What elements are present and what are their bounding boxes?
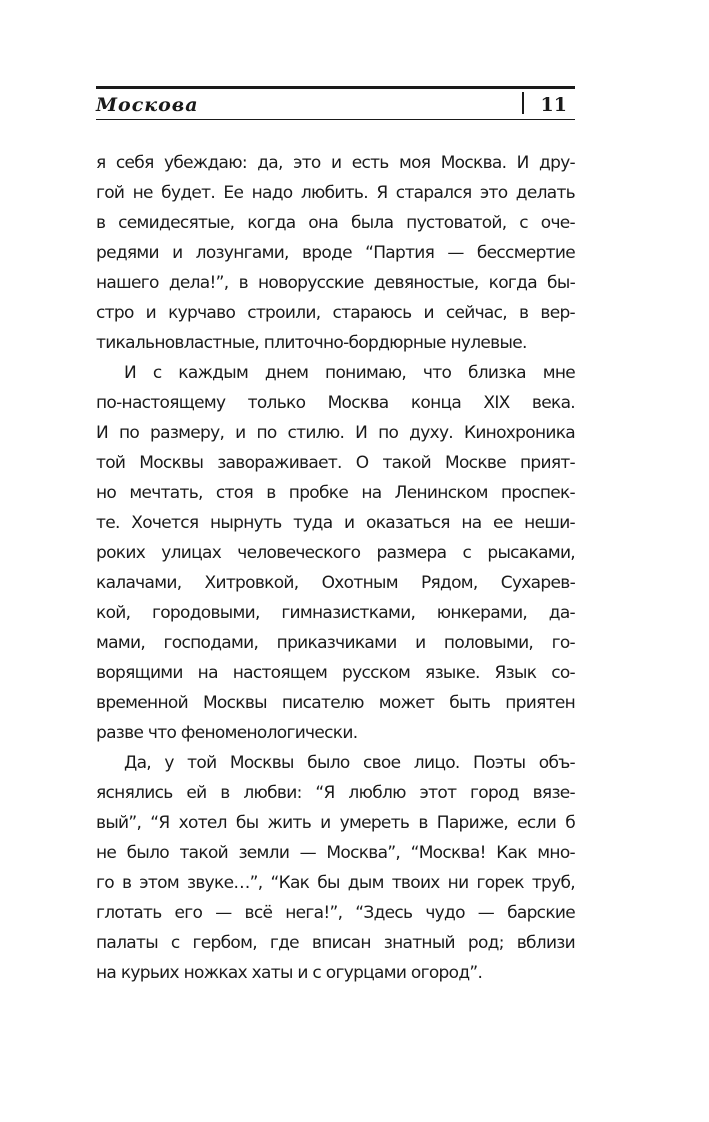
text-line: временной Москвы писателю может быть приятен bbox=[96, 693, 575, 713]
text-line: глотать его — всё нега!”, “Здесь чудо — барские bbox=[96, 903, 575, 923]
page-header bbox=[96, 86, 575, 120]
text-line: гой не будет. Ее надо любить. Я старался это делать bbox=[96, 183, 575, 203]
text-line: той Москвы завораживает. О такой Москве прият- bbox=[96, 453, 575, 473]
text-line: в семидесятые, когда она была пустоватой, с оче- bbox=[96, 213, 575, 233]
text-line: тикальновластные, плиточно-бордюрные нулевые. bbox=[96, 333, 527, 353]
text-line: го в этом звуке…”, “Как бы дым твоих ни горек труб, bbox=[96, 873, 575, 893]
text-line: ворящими на настоящем русском языке. Язык со- bbox=[96, 663, 575, 683]
text-line: редями и лозунгами, вроде “Партия — бессмертие bbox=[96, 243, 575, 263]
paragraph-2 bbox=[96, 358, 575, 748]
paragraph-1 bbox=[96, 148, 575, 358]
text-line: калачами, Хитровкой, Охотным Рядом, Сухарев- bbox=[96, 573, 575, 593]
text-line: нашего дела!”, в новорусские девяностые, когда бы- bbox=[96, 273, 575, 293]
text-line: но мечтать, стоя в пробке на Ленинском проспек- bbox=[96, 483, 575, 503]
text-line: я себя убеждаю: да, это и есть моя Москва. И дру- bbox=[96, 153, 575, 173]
text-line: стро и курчаво строили, стараюсь и сейчас, в вер- bbox=[96, 303, 575, 323]
text-line: не было такой земли — Москва”, “Москва! Как мно- bbox=[96, 843, 575, 863]
text-line: вый”, “Я хотел бы жить и умереть в Париже, если б bbox=[96, 813, 575, 833]
body-text bbox=[96, 148, 575, 988]
text-line: роких улицах человеческого размера с рысаками, bbox=[96, 543, 575, 563]
running-head: Москова bbox=[96, 94, 199, 116]
text-line: яснялись ей в любви: “Я люблю этот город вязе- bbox=[96, 783, 575, 803]
paragraph-3 bbox=[96, 748, 575, 988]
text-line: И по размеру, и по стилю. И по духу. Кинохроника bbox=[96, 423, 575, 443]
text-line: разве что феноменологически. bbox=[96, 723, 358, 743]
page-number: 11 bbox=[540, 94, 567, 116]
header-divider bbox=[522, 92, 524, 114]
text-line: те. Хочется нырнуть туда и оказаться на ее неши- bbox=[96, 513, 575, 533]
text-line: И с каждым днем понимаю, что близка мне bbox=[124, 363, 575, 383]
text-line: палаты с гербом, где вписан знатный род; вблизи bbox=[96, 933, 575, 953]
text-line: на курьих ножках хаты и с огурцами огород”. bbox=[96, 963, 483, 983]
text-line: кой, городовыми, гимназистками, юнкерами, да- bbox=[96, 603, 575, 623]
text-line: по-настоящему только Москва конца XIX века. bbox=[96, 393, 575, 413]
text-line: Да, у той Москвы было свое лицо. Поэты объ- bbox=[124, 753, 575, 773]
text-line: мами, господами, приказчиками и половыми, го- bbox=[96, 633, 575, 653]
